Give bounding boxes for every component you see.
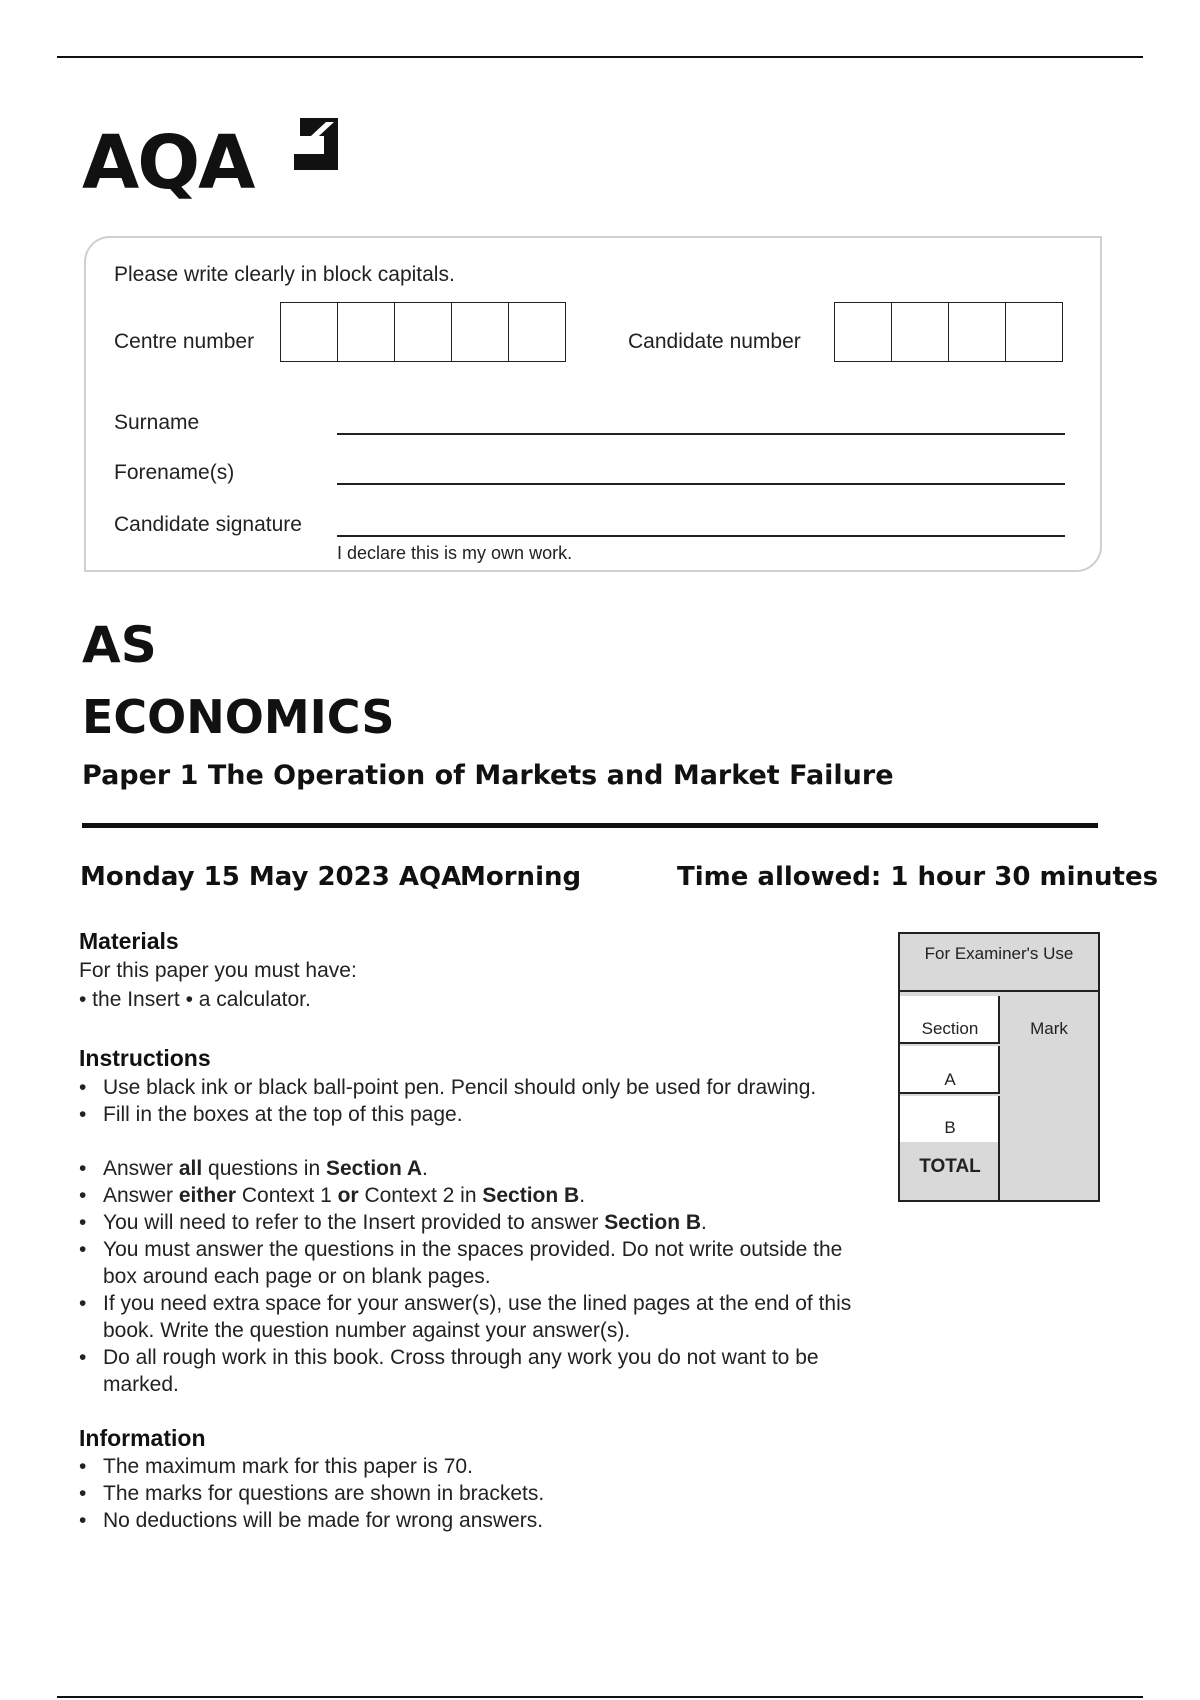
information-heading: Information: [79, 1425, 206, 1451]
centre-digit-box[interactable]: [395, 303, 452, 361]
instructions-list-1: [79, 1074, 879, 1128]
examiner-use-box: [898, 932, 1100, 1202]
aqa-logo-icon: [286, 114, 342, 176]
instruction-item: • You will need to refer to the Insert provided to answer Section B.: [79, 1209, 879, 1236]
section-column-label: Section: [921, 1019, 979, 1038]
aqa-logo-text: AQA: [82, 120, 254, 206]
bottom-rule: [57, 1696, 1143, 1698]
instruction-item: • You must answer the questions in the spaces provided. Do not write outside the box around each page or on blank pages.: [79, 1236, 879, 1290]
forename-line[interactable]: [337, 483, 1065, 485]
instruction-item: • If you need extra space for your answer(s), use the lined pages at the end of this book. Write the question number against your answer(s).: [79, 1290, 879, 1344]
instruction-item: • Use black ink or black ball-point pen. Pencil should only be used for drawing.: [79, 1074, 879, 1101]
surname-label: Surname: [114, 411, 200, 434]
signature-label: Candidate signature: [114, 513, 302, 536]
instruction-item: • Do all rough work in this book. Cross through any work you do not want to be marked.: [79, 1344, 879, 1398]
materials-heading: Materials: [79, 928, 179, 954]
section-b-label: B: [944, 1118, 956, 1137]
signature-line[interactable]: [337, 535, 1065, 537]
forename-label: Forename(s): [114, 461, 235, 484]
centre-digit-box[interactable]: [338, 303, 395, 361]
examiner-title: For Examiner's Use: [924, 944, 1074, 963]
mark-column-label: Mark: [1030, 1019, 1068, 1038]
candidate-digit-box[interactable]: [835, 303, 892, 361]
centre-digit-box[interactable]: [452, 303, 509, 361]
information-item: • The marks for questions are shown in brackets.: [79, 1480, 879, 1507]
top-rule: [57, 56, 1143, 58]
instruction-item: • Fill in the boxes at the top of this page.: [79, 1101, 879, 1128]
candidate-digit-box[interactable]: [949, 303, 1006, 361]
information-item: • The maximum mark for this paper is 70.: [79, 1453, 879, 1480]
paper-title: Paper 1 The Operation of Markets and Market Failure: [82, 760, 894, 791]
centre-digit-box[interactable]: [509, 303, 565, 361]
candidate-number-boxes[interactable]: [834, 302, 1063, 362]
exam-session: Morning: [460, 862, 582, 892]
candidate-number-label: Candidate number: [628, 330, 801, 353]
instructions-heading: Instructions: [79, 1045, 211, 1071]
candidate-digit-box[interactable]: [892, 303, 949, 361]
centre-number-boxes[interactable]: [280, 302, 566, 362]
examiner-header-divider: [900, 990, 1098, 992]
information-list: [79, 1453, 879, 1534]
declaration-text: I declare this is my own work.: [337, 543, 573, 563]
title-rule: [82, 823, 1098, 828]
materials-intro: For this paper you must have:: [79, 959, 357, 982]
materials-items: • the Insert • a calculator.: [79, 988, 311, 1011]
information-item: • No deductions will be made for wrong answers.: [79, 1507, 879, 1534]
block-capitals-instruction: Please write clearly in block capitals.: [114, 263, 455, 286]
centre-number-label: Centre number: [114, 330, 255, 353]
candidate-digit-box[interactable]: [1006, 303, 1062, 361]
section-a-label: A: [944, 1070, 956, 1089]
level-heading: AS: [82, 616, 157, 674]
surname-line[interactable]: [337, 433, 1065, 435]
exam-date: Monday 15 May 2023 AQA: [80, 862, 462, 892]
centre-digit-box[interactable]: [281, 303, 338, 361]
subject-heading: ECONOMICS: [82, 690, 395, 744]
instructions-list-2: [79, 1155, 879, 1398]
time-allowed: Time allowed: 1 hour 30 minutes: [677, 862, 1159, 892]
instruction-item: • Answer either Context 1 or Context 2 in Section B.: [79, 1182, 879, 1209]
total-label: TOTAL: [919, 1156, 981, 1177]
instruction-item: • Answer all questions in Section A.: [79, 1155, 879, 1182]
